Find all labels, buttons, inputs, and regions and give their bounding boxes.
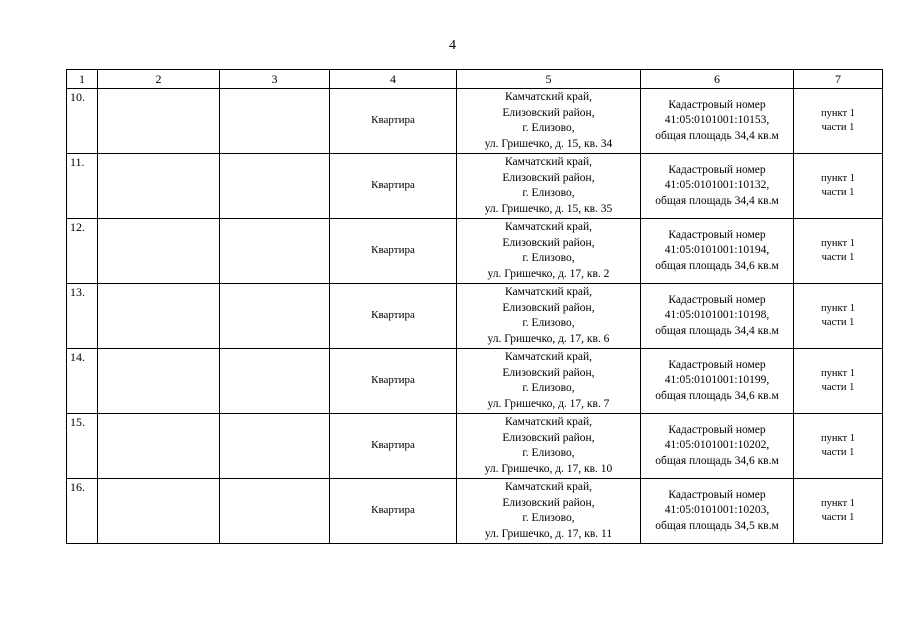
address-line: ул. Гришечко, д. 17, кв. 2 <box>487 267 610 280</box>
description-line: Кадастровый номер <box>668 293 766 306</box>
property-address <box>457 349 641 414</box>
address-line: Елизовский район, <box>502 106 595 119</box>
cell-col3 <box>220 284 330 349</box>
description-line: 41:05:0101001:10202, <box>664 439 770 452</box>
property-description <box>641 349 794 414</box>
cell-col3 <box>220 219 330 284</box>
table-row <box>67 219 883 284</box>
address-line: ул. Гришечко, д. 17, кв. 6 <box>487 332 610 345</box>
property-type: Квартира <box>330 89 457 154</box>
table-row <box>67 154 883 219</box>
legal-reference <box>794 154 883 219</box>
row-number: 12. <box>67 219 98 284</box>
description-line: Кадастровый номер <box>668 358 766 371</box>
cell-col2 <box>98 479 220 544</box>
description-line: 41:05:0101001:10194, <box>664 244 770 257</box>
reference-line: части 1 <box>821 317 855 328</box>
cell-col2 <box>98 414 220 479</box>
table-row <box>67 349 883 414</box>
cell-col2 <box>98 219 220 284</box>
legal-reference <box>794 414 883 479</box>
property-type: Квартира <box>330 349 457 414</box>
reference-line: пункт 1 <box>821 173 855 184</box>
row-number: 14. <box>67 349 98 414</box>
property-description <box>641 219 794 284</box>
property-type: Квартира <box>330 154 457 219</box>
reference-line: части 1 <box>821 252 855 263</box>
address-line: г. Елизово, <box>522 382 575 394</box>
description-line: общая площадь 34,4 кв.м <box>655 324 779 337</box>
column-header: 5 <box>457 70 641 89</box>
row-number: 13. <box>67 284 98 349</box>
description-line: 41:05:0101001:10199, <box>664 374 770 387</box>
column-header: 4 <box>330 70 457 89</box>
description-line: 41:05:0101001:10132, <box>664 179 770 192</box>
address-line: г. Елизово, <box>522 512 575 524</box>
reference-line: части 1 <box>821 122 855 133</box>
property-type: Квартира <box>330 414 457 479</box>
row-number: 10. <box>67 89 98 154</box>
address-line: г. Елизово, <box>522 317 575 329</box>
property-address <box>457 414 641 479</box>
reference-line: пункт 1 <box>821 108 855 119</box>
reference-line: пункт 1 <box>821 498 855 509</box>
property-type: Квартира <box>330 219 457 284</box>
address-line: Камчатский край, <box>504 351 592 363</box>
table-row <box>67 414 883 479</box>
reference-line: пункт 1 <box>821 433 855 444</box>
description-line: Кадастровый номер <box>668 98 766 111</box>
cell-col2 <box>98 349 220 414</box>
table-row <box>67 479 883 544</box>
description-line: общая площадь 34,5 кв.м <box>655 519 779 532</box>
legal-reference <box>794 349 883 414</box>
address-line: г. Елизово, <box>522 122 575 134</box>
description-line: Кадастровый номер <box>668 228 766 241</box>
cell-col3 <box>220 414 330 479</box>
description-line: 41:05:0101001:10153, <box>664 114 770 127</box>
address-line: Камчатский край, <box>504 286 592 298</box>
cell-col3 <box>220 479 330 544</box>
table-row <box>67 89 883 154</box>
address-line: Елизовский район, <box>502 301 595 314</box>
address-line: Елизовский район, <box>502 496 595 509</box>
address-line: Елизовский район, <box>502 171 595 184</box>
reference-line: пункт 1 <box>821 238 855 249</box>
description-line: общая площадь 34,6 кв.м <box>655 454 779 467</box>
address-line: ул. Гришечко, д. 17, кв. 11 <box>484 527 613 540</box>
column-header: 2 <box>98 70 220 89</box>
property-description <box>641 479 794 544</box>
description-line: общая площадь 34,6 кв.м <box>655 389 779 402</box>
description-line: Кадастровый номер <box>668 423 766 436</box>
reference-line: пункт 1 <box>821 368 855 379</box>
address-line: ул. Гришечко, д. 15, кв. 35 <box>484 202 613 215</box>
reference-line: части 1 <box>821 447 855 458</box>
page-number: 4 <box>449 38 456 53</box>
property-description <box>641 284 794 349</box>
reference-line: части 1 <box>821 512 855 523</box>
property-description <box>641 89 794 154</box>
row-number: 15. <box>67 414 98 479</box>
column-header: 7 <box>794 70 883 89</box>
address-line: Камчатский край, <box>504 416 592 428</box>
property-type: Квартира <box>330 479 457 544</box>
description-line: общая площадь 34,4 кв.м <box>655 194 779 207</box>
address-line: г. Елизово, <box>522 447 575 459</box>
cell-col2 <box>98 154 220 219</box>
legal-reference <box>794 219 883 284</box>
address-line: Камчатский край, <box>504 156 592 168</box>
reference-line: части 1 <box>821 382 855 393</box>
property-address <box>457 479 641 544</box>
address-line: ул. Гришечко, д. 17, кв. 10 <box>484 462 613 475</box>
property-address <box>457 89 641 154</box>
property-description <box>641 414 794 479</box>
address-line: Елизовский район, <box>502 431 595 444</box>
address-line: Камчатский край, <box>504 481 592 493</box>
reference-line: части 1 <box>821 187 855 198</box>
cell-col2 <box>98 284 220 349</box>
table-header-row <box>67 70 883 89</box>
legal-reference <box>794 479 883 544</box>
address-line: Камчатский край, <box>504 91 592 103</box>
address-line: г. Елизово, <box>522 187 575 199</box>
property-address <box>457 154 641 219</box>
cell-col2 <box>98 89 220 154</box>
address-line: Елизовский район, <box>502 236 595 249</box>
property-description <box>641 154 794 219</box>
column-header: 6 <box>641 70 794 89</box>
reference-line: пункт 1 <box>821 303 855 314</box>
table-row <box>67 284 883 349</box>
column-header: 3 <box>220 70 330 89</box>
description-line: 41:05:0101001:10203, <box>664 504 770 517</box>
column-header: 1 <box>67 70 98 89</box>
address-line: Елизовский район, <box>502 366 595 379</box>
address-line: Камчатский край, <box>504 221 592 233</box>
property-registry-table <box>66 69 883 544</box>
address-line: ул. Гришечко, д. 15, кв. 34 <box>484 137 613 150</box>
cell-col3 <box>220 349 330 414</box>
row-number: 11. <box>67 154 98 219</box>
property-address <box>457 219 641 284</box>
legal-reference <box>794 284 883 349</box>
cell-col3 <box>220 154 330 219</box>
description-line: Кадастровый номер <box>668 163 766 176</box>
property-address <box>457 284 641 349</box>
description-line: 41:05:0101001:10198, <box>664 309 770 322</box>
row-number: 16. <box>67 479 98 544</box>
property-type: Квартира <box>330 284 457 349</box>
legal-reference <box>794 89 883 154</box>
cell-col3 <box>220 89 330 154</box>
address-line: ул. Гришечко, д. 17, кв. 7 <box>487 397 610 410</box>
description-line: Кадастровый номер <box>668 488 766 501</box>
description-line: общая площадь 34,6 кв.м <box>655 259 779 272</box>
address-line: г. Елизово, <box>522 252 575 264</box>
description-line: общая площадь 34,4 кв.м <box>655 129 779 142</box>
